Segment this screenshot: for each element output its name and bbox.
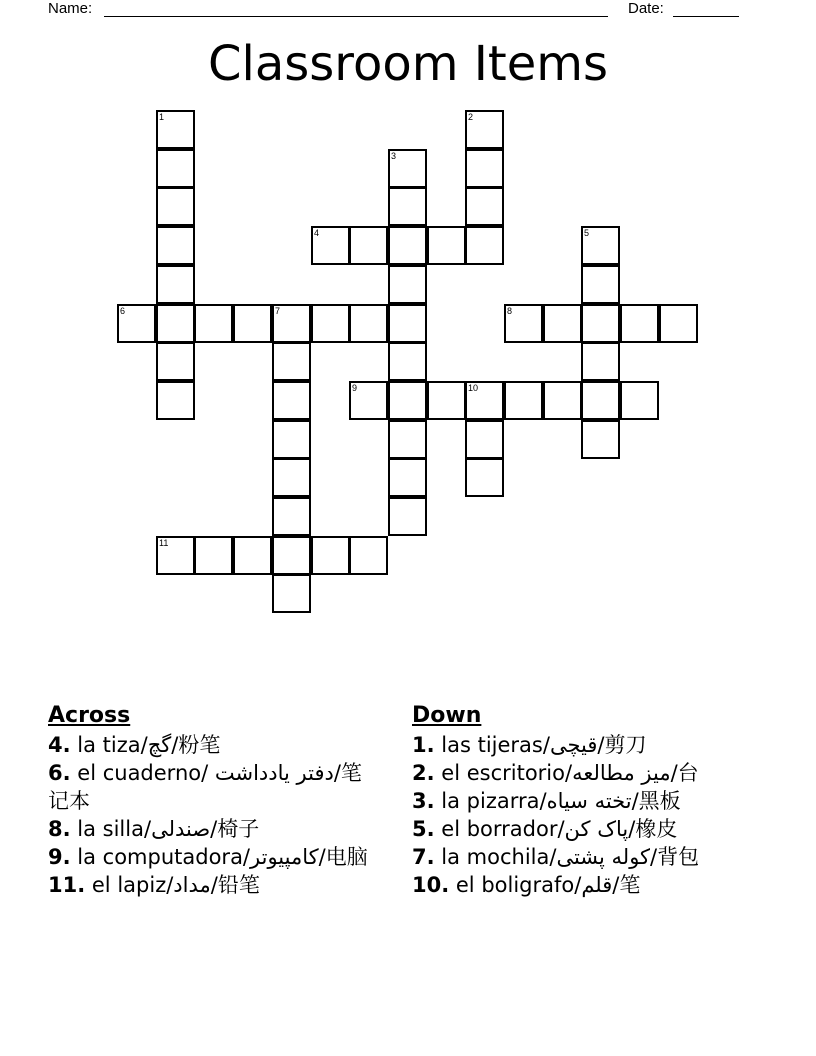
grid-cell[interactable] <box>156 536 195 575</box>
grid-cell[interactable] <box>233 536 272 575</box>
clue-down-1 <box>412 731 772 759</box>
grid-cell[interactable] <box>156 187 195 226</box>
cell-number: 5 <box>584 228 590 238</box>
cell-number: 11 <box>159 538 169 548</box>
grid-cell[interactable] <box>156 149 195 188</box>
grid-cell[interactable] <box>388 458 427 497</box>
grid-cell[interactable] <box>233 304 272 343</box>
grid-cell[interactable] <box>504 381 543 420</box>
down-clues <box>412 701 772 899</box>
clue-number: 9. <box>48 845 71 869</box>
clue-down-7 <box>412 843 772 871</box>
grid-cell[interactable] <box>388 226 427 265</box>
clue-number: 4. <box>48 733 71 757</box>
page-title: Classroom Items <box>208 36 608 92</box>
grid-cell[interactable] <box>311 536 350 575</box>
grid-cell[interactable] <box>349 304 388 343</box>
grid-cell[interactable] <box>465 381 504 420</box>
grid-cell[interactable] <box>272 420 311 459</box>
grid-cell[interactable] <box>194 304 233 343</box>
cell-number: 8 <box>507 306 513 316</box>
grid-cell[interactable] <box>272 304 311 343</box>
grid-cell[interactable] <box>156 226 195 265</box>
clue-text: el borrador/پاک کن/橡皮 <box>441 817 678 841</box>
grid-cell[interactable] <box>465 187 504 226</box>
grid-cell[interactable] <box>272 458 311 497</box>
clue-across-11 <box>48 871 378 899</box>
grid-cell[interactable] <box>117 304 156 343</box>
cell-number: 4 <box>314 228 320 238</box>
grid-cell[interactable] <box>620 381 659 420</box>
clue-number: 8. <box>48 817 71 841</box>
clue-down-10 <box>412 871 772 899</box>
clue-down-5 <box>412 815 772 843</box>
grid-cell[interactable] <box>156 342 195 381</box>
grid-cell[interactable] <box>388 187 427 226</box>
grid-cell[interactable] <box>427 226 466 265</box>
clue-text: el cuaderno/ دفتر یادداشت/笔记本 <box>48 761 362 813</box>
grid-cell[interactable] <box>388 304 427 343</box>
grid-cell[interactable] <box>543 381 582 420</box>
grid-cell[interactable] <box>581 342 620 381</box>
cell-number: 9 <box>352 383 358 393</box>
clue-text: la tiza/گچ/粉笔 <box>77 733 221 757</box>
cell-number: 1 <box>159 112 165 122</box>
clue-number: 6. <box>48 761 71 785</box>
grid-cell[interactable] <box>465 226 504 265</box>
grid-cell[interactable] <box>156 110 195 149</box>
clue-down-2 <box>412 759 772 787</box>
grid-cell[interactable] <box>388 497 427 536</box>
grid-cell[interactable] <box>349 381 388 420</box>
grid-cell[interactable] <box>194 536 233 575</box>
clue-across-8 <box>48 815 378 843</box>
down-heading: Down <box>412 703 482 728</box>
grid-cell[interactable] <box>349 536 388 575</box>
grid-cell[interactable] <box>581 381 620 420</box>
grid-cell[interactable] <box>620 304 659 343</box>
grid-cell[interactable] <box>388 381 427 420</box>
grid-cell[interactable] <box>156 304 195 343</box>
grid-cell[interactable] <box>465 110 504 149</box>
grid-cell[interactable] <box>581 304 620 343</box>
grid-cell[interactable] <box>388 149 427 188</box>
clue-number: 5. <box>412 817 435 841</box>
clue-across-4 <box>48 731 378 759</box>
clue-across-9 <box>48 843 378 871</box>
grid-cell[interactable] <box>659 304 698 343</box>
clue-text: la computadora/کامپیوتر/电脑 <box>77 845 368 869</box>
grid-cell[interactable] <box>543 304 582 343</box>
grid-cell[interactable] <box>465 420 504 459</box>
grid-cell[interactable] <box>311 226 350 265</box>
clue-down-3 <box>412 787 772 815</box>
clue-number: 11. <box>48 873 86 897</box>
clue-text: la pizarra/تخته سیاه/黑板 <box>441 789 681 813</box>
name-label: Name: <box>48 0 93 17</box>
across-clues <box>48 701 378 899</box>
clue-text: el boligrafo/قلم/笔 <box>455 873 641 897</box>
clue-number: 10. <box>412 873 450 897</box>
grid-cell[interactable] <box>349 226 388 265</box>
across-heading: Across <box>48 703 131 728</box>
date-label: Date: <box>628 0 664 17</box>
grid-cell[interactable] <box>504 304 543 343</box>
clue-number: 2. <box>412 761 435 785</box>
cell-number: 3 <box>391 151 397 161</box>
clue-text: el escritorio/میز مطالعه/台 <box>441 761 699 785</box>
clue-across-6 <box>48 759 378 815</box>
grid-cell[interactable] <box>581 420 620 459</box>
grid-cell[interactable] <box>465 458 504 497</box>
cell-number: 7 <box>275 306 281 316</box>
cell-number: 10 <box>468 383 479 393</box>
grid-cell[interactable] <box>581 226 620 265</box>
clue-number: 1. <box>412 733 435 757</box>
clue-number: 7. <box>412 845 435 869</box>
clue-number: 3. <box>412 789 435 813</box>
cell-number: 2 <box>468 112 474 122</box>
clue-text: el lapiz/مداد/铅笔 <box>91 873 260 897</box>
grid-cell[interactable] <box>581 265 620 304</box>
grid-cell[interactable] <box>427 381 466 420</box>
clue-text: la silla/صندلی/椅子 <box>77 817 260 841</box>
grid-cell[interactable] <box>272 574 311 613</box>
clue-text: las tijeras/قیچی/剪刀 <box>441 733 647 757</box>
grid-cell[interactable] <box>272 497 311 536</box>
grid-cell[interactable] <box>272 381 311 420</box>
grid-cell[interactable] <box>311 304 350 343</box>
cell-number: 6 <box>120 306 126 316</box>
grid-cell[interactable] <box>156 381 195 420</box>
grid-cell[interactable] <box>156 265 195 304</box>
clue-text: la mochila/کوله پشتی/背包 <box>441 845 700 869</box>
grid-cell[interactable] <box>388 420 427 459</box>
grid-cell[interactable] <box>272 342 311 381</box>
grid-cell[interactable] <box>388 265 427 304</box>
grid-cell[interactable] <box>465 149 504 188</box>
grid-cell[interactable] <box>272 536 311 575</box>
grid-cell[interactable] <box>388 342 427 381</box>
